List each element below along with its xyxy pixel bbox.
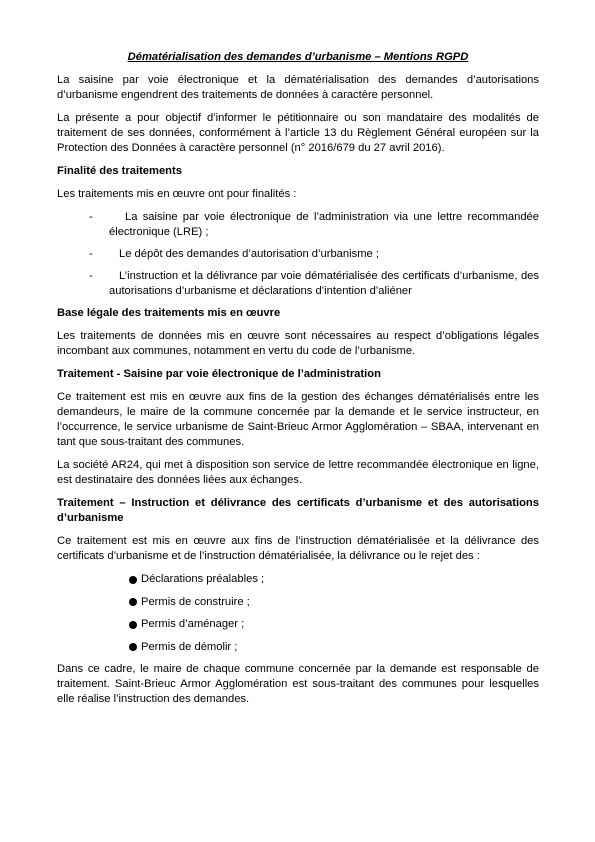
- section-heading-instruction: Traitement – Instruction et délivrance des certificats d’urbanisme et des autorisations d’urbanisme: [57, 497, 539, 524]
- finalite-item-text: Le dépôt des demandes d’autorisation d’urbanisme ;: [119, 248, 379, 260]
- base-legale-text: Les traitements de données mis en œuvre sont nécessaires au respect d’obligations légales incombant aux communes, notamment en vertu du code de l’urbanisme.: [57, 330, 539, 357]
- instruction-item: [57, 640, 539, 655]
- dash-marker: -: [89, 211, 93, 223]
- instruction-item: [57, 572, 539, 587]
- bullet-icon: [129, 576, 137, 584]
- section-heading-saisine: Traitement - Saisine par voie électronique de l’administration: [57, 368, 381, 380]
- finalite-lead: Les traitements mis en œuvre ont pour finalités :: [57, 188, 297, 200]
- bullet-icon: [129, 621, 137, 629]
- instruction-item: [57, 595, 539, 610]
- finalite-list: [57, 210, 539, 299]
- instruction-list: [57, 572, 539, 655]
- instruction-item-text: Permis d’aménager ;: [141, 618, 245, 630]
- instruction-lead: Ce traitement est mis en œuvre aux fins de l’instruction dématérialisée et la délivrance des certificats d’urbanisme et de l’instruction dématérialisée, la délivrance ou le rejet des :: [57, 535, 539, 562]
- finalite-item: [57, 210, 539, 240]
- instruction-item-text: Permis de démolir ;: [141, 640, 238, 653]
- dash-marker: -: [89, 270, 93, 282]
- instruction-item-text: Permis de construire ;: [141, 595, 250, 608]
- instruction-closing: Dans ce cadre, le maire de chaque commune concernée par la demande est responsable de traitement. Saint-Brieuc Armor Agglomération est sous-traitant des communes pour lesquelles elle réalise l’instruction des demandes.: [57, 663, 539, 705]
- instruction-item-text: Déclarations préalables ;: [141, 573, 265, 585]
- bullet-icon: [129, 643, 137, 651]
- document-title: Dématérialisation des demandes d’urbanisme – Mentions RGPD: [127, 51, 469, 63]
- section-heading-finalite: Finalité des traitements: [57, 165, 182, 177]
- finalite-item: [57, 247, 539, 262]
- document-page: [57, 50, 539, 715]
- instruction-item: [57, 617, 539, 632]
- saisine-paragraph-1: Ce traitement est mis en œuvre aux fins de la gestion des échanges dématérialisés entre les demandeurs, le maire de la commune concernée par la demande et le service instructeur, en l’occurrence, le service urbanisme de Saint-Brieuc Armor Agglomération – SBAA, intervenant en tant que sous-traitant des communes.: [57, 391, 539, 448]
- intro-paragraph-2: La présente a pour objectif d’informer le pétitionnaire ou son mandataire des modalités de traitement de ses données, conformément à l’article 13 du Règlement Général européen sur la Protection des Données à caractère personnel (n° 2016/679 du 27 avril 2016).: [57, 112, 539, 154]
- bullet-icon: [129, 598, 137, 606]
- finalite-item-text: L’instruction et la délivrance par voie dématérialisée des certificats d’urbanisme, des autorisations d’urbanisme et déclarations d’intention d’aliéner: [109, 270, 539, 297]
- saisine-paragraph-2: La société AR24, qui met à disposition son service de lettre recommandée électronique en ligne, est destinataire des données liées aux échanges.: [57, 459, 539, 486]
- finalite-item-text: La saisine par voie électronique de l’administration via une lettre recommandée électronique (LRE) ;: [109, 211, 539, 238]
- finalite-item: [57, 269, 539, 299]
- section-heading-base-legale: Base légale des traitements mis en œuvre: [57, 307, 281, 319]
- intro-paragraph-1: La saisine par voie électronique et la dématérialisation des demandes d’autorisations d’urbanisme engendrent des traitements de données à caractère personnel.: [57, 74, 539, 101]
- dash-marker: -: [89, 248, 93, 260]
